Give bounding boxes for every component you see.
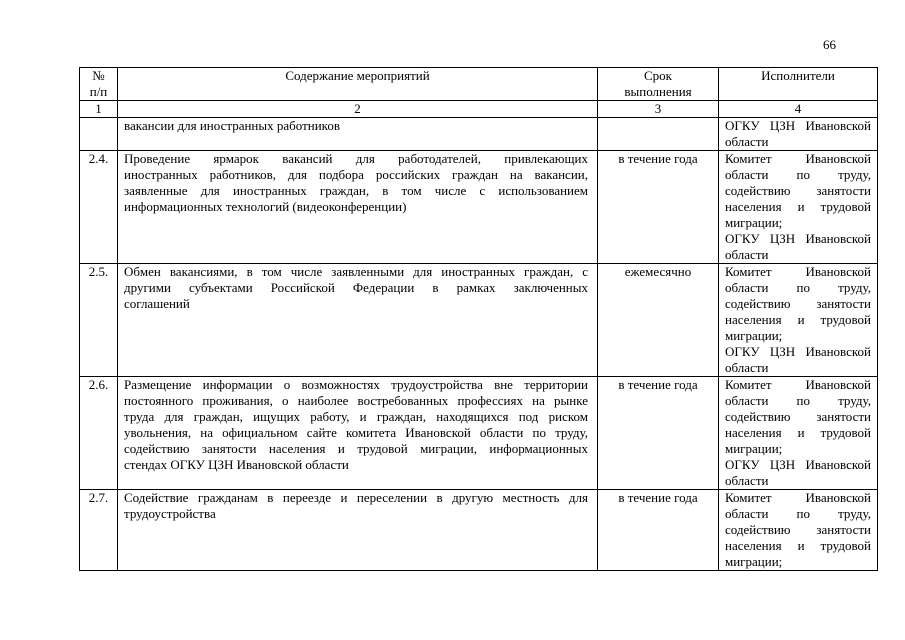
text-line: Проведение ярмарок вакансий для работодателей, привлекающих bbox=[124, 151, 588, 166]
row-term bbox=[598, 118, 719, 151]
text-line: содействию занятости населения и трудовой миграции, информационных bbox=[124, 441, 588, 456]
text-line: миграции; bbox=[725, 328, 783, 343]
row-content bbox=[118, 377, 598, 490]
row-content bbox=[118, 118, 598, 151]
text-line: другими субъектами Российской Федерации в рамках заключенных bbox=[124, 280, 588, 295]
text-line: Комитет Ивановской bbox=[725, 151, 871, 166]
text-line: Комитет Ивановской bbox=[725, 377, 871, 392]
table-row bbox=[80, 151, 878, 264]
text-line: постоянного проживания, о наиболее востребованных профессиях на рынке bbox=[124, 393, 588, 408]
text-line: стендах ОГКУ ЦЗН Ивановской области bbox=[124, 457, 349, 472]
text-line: населения и трудовой bbox=[725, 199, 871, 214]
paragraph bbox=[725, 344, 871, 376]
text-line: области по труду, bbox=[725, 167, 871, 182]
row-number: 2.5. bbox=[80, 264, 118, 377]
text-line: населения и трудовой bbox=[725, 312, 871, 327]
page-number: 66 bbox=[823, 37, 836, 52]
paragraph bbox=[124, 151, 588, 215]
paragraph bbox=[725, 118, 871, 150]
paragraph bbox=[725, 377, 871, 457]
row-term: в течение года bbox=[598, 151, 719, 264]
row-executors bbox=[719, 264, 878, 377]
text-line: труда для граждан, ищущих работу, и граждан, находящихся под риском bbox=[124, 409, 588, 424]
header-line: Содержание мероприятий bbox=[285, 68, 430, 83]
text-line: ОГКУ ЦЗН Ивановской bbox=[725, 457, 871, 472]
table-row bbox=[80, 377, 878, 490]
paragraph bbox=[124, 490, 588, 522]
paragraph bbox=[725, 151, 871, 231]
measures-table bbox=[79, 67, 878, 571]
paragraph bbox=[725, 231, 871, 263]
text-line: иностранных работников, для подбора российских граждан на вакансии, bbox=[124, 167, 588, 182]
text-line: содействию занятости bbox=[725, 183, 871, 198]
header-cell-number bbox=[80, 68, 118, 101]
text-line: области по труду, bbox=[725, 506, 871, 521]
row-content bbox=[118, 151, 598, 264]
text-line: содействию занятости bbox=[725, 296, 871, 311]
paragraph bbox=[124, 264, 588, 312]
paragraph bbox=[725, 264, 871, 344]
text-line: Комитет Ивановской bbox=[725, 264, 871, 279]
text-line: трудоустройства bbox=[124, 506, 216, 521]
column-number: 1 bbox=[80, 101, 118, 118]
header-cell-executors bbox=[719, 68, 878, 101]
text-line: населения и трудовой bbox=[725, 425, 871, 440]
table-row bbox=[80, 118, 878, 151]
text-line: миграции; bbox=[725, 554, 783, 569]
text-line: ОГКУ ЦЗН Ивановской bbox=[725, 231, 871, 246]
column-numbers-row bbox=[80, 101, 878, 118]
paragraph bbox=[725, 490, 871, 570]
row-executors bbox=[719, 377, 878, 490]
header-row bbox=[80, 68, 878, 101]
text-line: миграции; bbox=[725, 215, 783, 230]
text-line: информационных технологий (видеоконференции) bbox=[124, 199, 407, 214]
row-term: ежемесячно bbox=[598, 264, 719, 377]
text-line: Комитет Ивановской bbox=[725, 490, 871, 505]
table-row bbox=[80, 490, 878, 571]
text-line: Содействие гражданам в переезде и переселении в другую местность для bbox=[124, 490, 588, 505]
header-line: п/п bbox=[89, 84, 108, 99]
row-content bbox=[118, 264, 598, 377]
row-number bbox=[80, 118, 118, 151]
text-line: ОГКУ ЦЗН Ивановской bbox=[725, 118, 871, 133]
text-line: области bbox=[725, 134, 769, 149]
text-line: содействию занятости bbox=[725, 409, 871, 424]
row-term: в течение года bbox=[598, 377, 719, 490]
column-number: 3 bbox=[598, 101, 719, 118]
text-line: Обмен вакансиями, в том числе заявленными для иностранных граждан, с bbox=[124, 264, 588, 279]
text-line: вакансии для иностранных работников bbox=[124, 118, 340, 133]
header-cell-content bbox=[118, 68, 598, 101]
paragraph bbox=[124, 377, 588, 473]
header-cell-term bbox=[598, 68, 719, 101]
row-executors bbox=[719, 151, 878, 264]
paragraph bbox=[725, 457, 871, 489]
table-row bbox=[80, 264, 878, 377]
paragraph bbox=[124, 118, 588, 134]
text-line: увольнения, на официальном сайте комитета Ивановской области по труду, bbox=[124, 425, 588, 440]
row-number: 2.4. bbox=[80, 151, 118, 264]
column-number: 4 bbox=[719, 101, 878, 118]
row-number: 2.6. bbox=[80, 377, 118, 490]
text-line: миграции; bbox=[725, 441, 783, 456]
row-content bbox=[118, 490, 598, 571]
text-line: области bbox=[725, 360, 769, 375]
text-line: области по труду, bbox=[725, 280, 871, 295]
text-line: ОГКУ ЦЗН Ивановской bbox=[725, 344, 871, 359]
text-line: содействию занятости bbox=[725, 522, 871, 537]
text-line: области по труду, bbox=[725, 393, 871, 408]
row-executors bbox=[719, 490, 878, 571]
text-line: соглашений bbox=[124, 296, 190, 311]
header-line: Исполнители bbox=[761, 68, 835, 83]
row-executors bbox=[719, 118, 878, 151]
row-number: 2.7. bbox=[80, 490, 118, 571]
header-line: Срок bbox=[644, 68, 672, 83]
text-line: Размещение информации о возможностях трудоустройства вне территории bbox=[124, 377, 588, 392]
table-body bbox=[80, 68, 878, 571]
text-line: заявленные для иностранных граждан, в том числе с использованием bbox=[124, 183, 588, 198]
header-line: № bbox=[92, 68, 105, 83]
text-line: области bbox=[725, 473, 769, 488]
row-term: в течение года bbox=[598, 490, 719, 571]
header-line: выполнения bbox=[624, 84, 692, 99]
text-line: населения и трудовой bbox=[725, 538, 871, 553]
text-line: области bbox=[725, 247, 769, 262]
column-number: 2 bbox=[118, 101, 598, 118]
